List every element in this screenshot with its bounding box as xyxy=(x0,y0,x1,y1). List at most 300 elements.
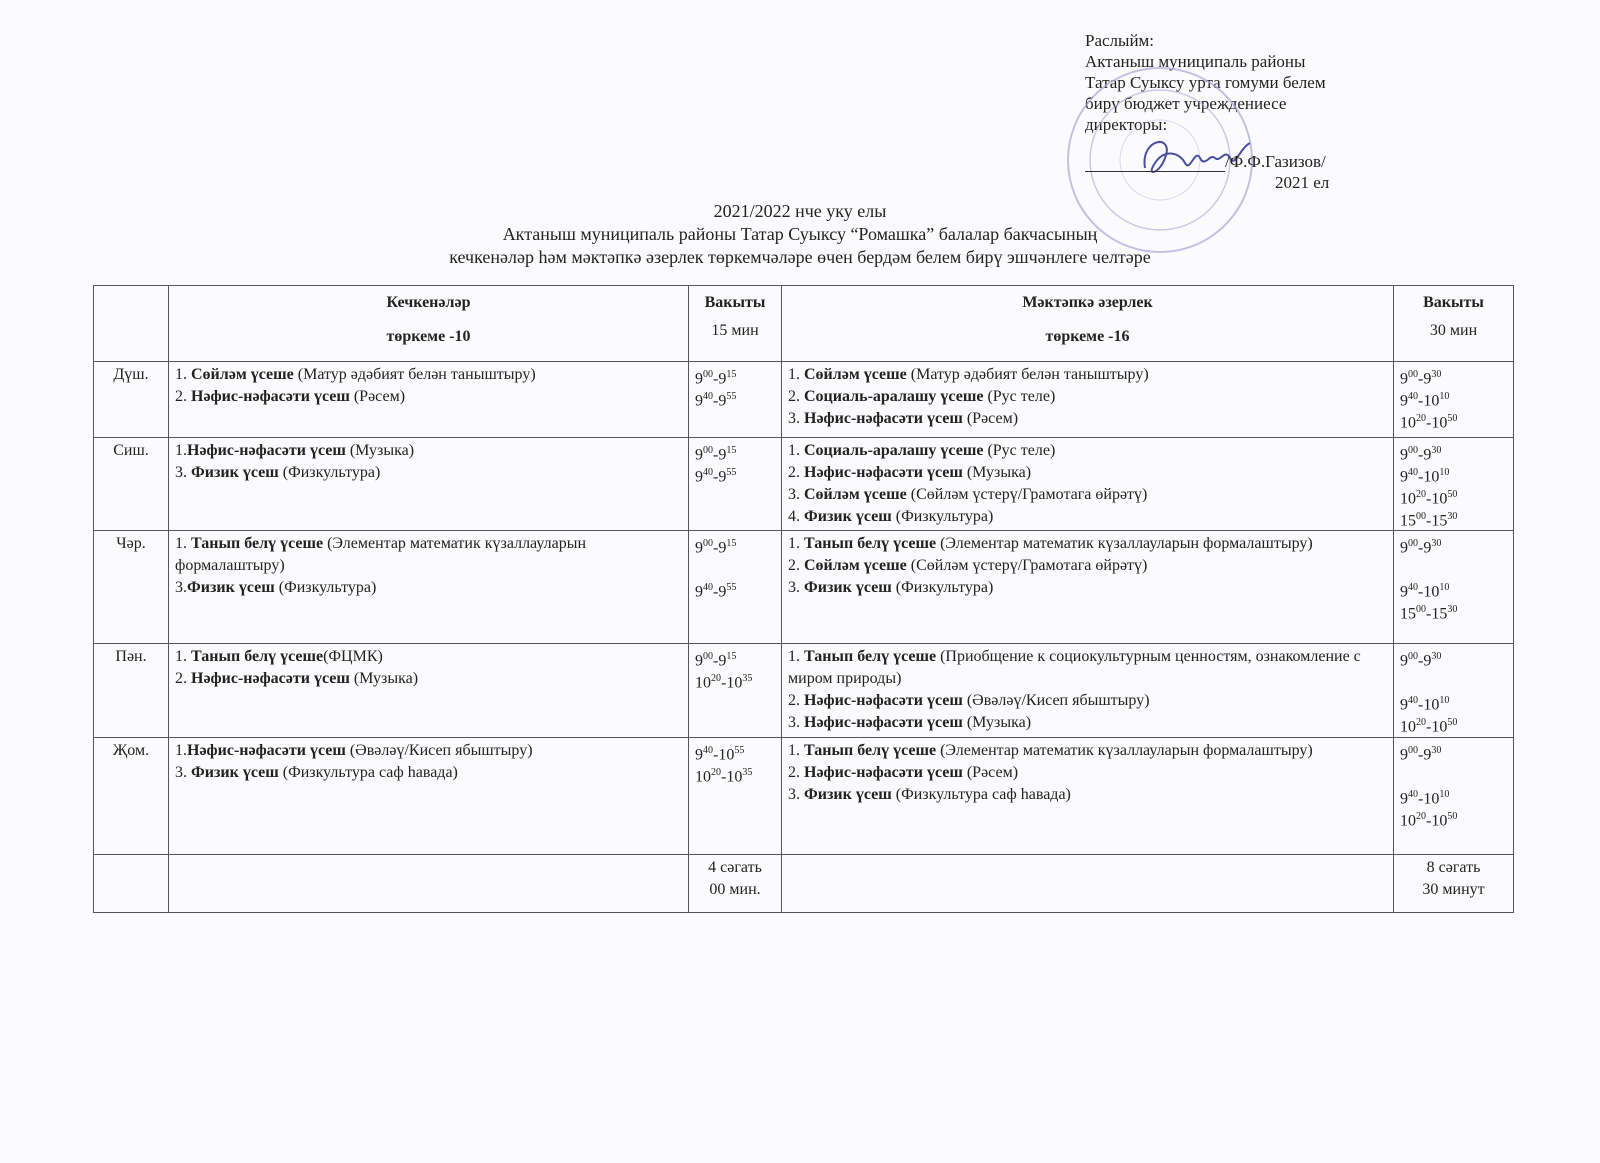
total-group1-min: 00 мин. xyxy=(709,881,761,898)
activity-subject: (ФЦМК) xyxy=(323,648,383,665)
activity-subject: (Физкультура) xyxy=(891,579,994,596)
table-row xyxy=(94,644,1514,738)
activity-subject: (Музыка) xyxy=(345,442,415,459)
time-hour: 9 xyxy=(695,392,703,410)
activity-item xyxy=(788,533,1387,555)
activity-item xyxy=(788,555,1387,577)
time-hour: 9 xyxy=(695,370,703,388)
time-minutes: 40 xyxy=(1408,391,1418,402)
group2-activities xyxy=(782,738,1394,855)
table-row xyxy=(94,362,1514,438)
page-title xyxy=(0,200,1600,269)
time-hour: 10 xyxy=(695,768,711,786)
time-hour: -9 xyxy=(713,446,727,464)
time-slot xyxy=(1400,599,1507,621)
activity-subject: (Музыка) xyxy=(349,670,419,687)
activity-subject: (Физкультура саф һавада) xyxy=(891,786,1071,803)
activity-item xyxy=(175,440,682,462)
time-slot xyxy=(1400,440,1507,462)
activity-area: Сөйләм үсеше xyxy=(804,557,907,574)
time-minutes: 00 xyxy=(1416,604,1426,615)
activity-subject: (Физкультура саф һавада) xyxy=(278,764,458,781)
time-slot xyxy=(695,646,775,668)
group2-times xyxy=(1394,531,1514,644)
activity-number: 3. xyxy=(175,464,191,481)
time-minutes: 10 xyxy=(1439,789,1450,800)
time-hour: 9 xyxy=(695,446,703,464)
time-hour: 9 xyxy=(695,746,703,764)
activity-item xyxy=(788,646,1387,690)
time-minutes: 35 xyxy=(742,673,753,684)
activity-number: 2. xyxy=(788,692,804,709)
time-slot xyxy=(695,440,775,462)
activity-item xyxy=(788,784,1387,806)
time-minutes: 30 xyxy=(1431,651,1442,662)
time-minutes: 50 xyxy=(1447,413,1458,424)
time-slot xyxy=(1400,577,1507,599)
activity-item xyxy=(175,533,682,577)
activity-number: 3. xyxy=(788,410,804,427)
activity-number: 2. xyxy=(788,388,804,405)
time-slot xyxy=(695,533,775,555)
time-minutes: 00 xyxy=(1408,445,1418,456)
approval-line: директоры: xyxy=(1085,115,1168,134)
activity-number: 1. xyxy=(175,442,187,459)
time-minutes: 30 xyxy=(1431,745,1442,756)
time-minutes: 00 xyxy=(703,538,713,549)
time-minutes: 15 xyxy=(726,445,737,456)
time-slot xyxy=(1400,668,1507,690)
time-minutes: 20 xyxy=(1416,413,1426,424)
time-minutes: 50 xyxy=(1447,717,1458,728)
activity-subject: (Сөйләм үстерү/Грамотага өйрәтү) xyxy=(906,557,1148,574)
activity-number: 1. xyxy=(788,535,804,552)
total-group1-hours: 4 сәгать xyxy=(708,859,762,876)
total-group2-min: 30 минут xyxy=(1422,881,1485,898)
table-header-row xyxy=(94,286,1514,362)
total-group2-hours: 8 сәгать xyxy=(1426,859,1481,876)
time-minutes: 00 xyxy=(703,445,713,456)
activity-item xyxy=(788,386,1387,408)
time-hour: -10 xyxy=(1418,790,1440,808)
activity-area: Социаль-аралашу үсеше xyxy=(804,388,984,405)
totals-empty xyxy=(782,855,1394,913)
activity-item xyxy=(788,762,1387,784)
totals-row xyxy=(94,855,1514,913)
title-line-3: кечкенәләр һәм мәктәпкә әзерлек төркемчәләре өчен бердәм белем бирү эшчәнлеге челтәре xyxy=(449,247,1151,267)
activity-item xyxy=(788,462,1387,484)
time-hour: 9 xyxy=(1400,696,1408,714)
time-hour: 10 xyxy=(695,674,711,692)
time-hour: -10 xyxy=(721,674,743,692)
activity-area: Нәфис-нәфасәти үсеш xyxy=(804,692,963,709)
activity-subject: (Рәсем) xyxy=(962,410,1019,427)
time-slot xyxy=(1400,712,1507,734)
day-cell: Сиш. xyxy=(94,438,169,531)
time-hour: 10 xyxy=(1400,718,1416,736)
time-hour: 10 xyxy=(1400,812,1416,830)
activity-item xyxy=(175,740,682,762)
header-group2 xyxy=(782,286,1394,362)
activity-number: 1. xyxy=(175,535,191,552)
time-minutes: 00 xyxy=(1408,538,1418,549)
time-minutes: 20 xyxy=(1416,811,1426,822)
activity-subject: (Музыка) xyxy=(962,714,1032,731)
time-slot xyxy=(695,762,775,784)
time-minutes: 40 xyxy=(703,582,713,593)
time-hour: -10 xyxy=(1426,414,1448,432)
activity-area: Социаль-аралашу үсеше xyxy=(804,442,984,459)
header-time2 xyxy=(1394,286,1514,362)
time-minutes: 40 xyxy=(1408,695,1418,706)
time-slot xyxy=(695,668,775,690)
activity-number: 1. xyxy=(175,742,187,759)
time-slot xyxy=(1400,690,1507,712)
group1-activities xyxy=(169,438,689,531)
approval-year: 2021 ел xyxy=(1275,173,1330,192)
time-minutes: 15 xyxy=(726,538,737,549)
activity-item xyxy=(175,386,682,408)
table-row xyxy=(94,531,1514,644)
time-minutes: 30 xyxy=(1431,445,1442,456)
time-slot xyxy=(1400,555,1507,577)
time-minutes: 40 xyxy=(703,467,713,478)
time-hour: -10 xyxy=(1418,468,1440,486)
total-group2 xyxy=(1394,855,1514,913)
time-hour: 9 xyxy=(1400,583,1408,601)
activity-area: Танып белү үсеше xyxy=(191,648,324,665)
time-hour: -10 xyxy=(1418,583,1440,601)
time-slot xyxy=(695,386,775,408)
approval-line: Раслыйм: xyxy=(1085,31,1155,50)
time-minutes: 20 xyxy=(1416,489,1426,500)
time-minutes: 50 xyxy=(1447,489,1458,500)
table-row xyxy=(94,738,1514,855)
totals-empty xyxy=(169,855,689,913)
time-minutes: 30 xyxy=(1447,604,1458,615)
activity-number: 3. xyxy=(175,764,191,781)
time-hour: -9 xyxy=(1418,746,1432,764)
time-hour: -15 xyxy=(1426,605,1448,623)
activity-number: 2. xyxy=(788,557,804,574)
activity-area: Физик үсеш xyxy=(187,579,275,596)
activity-subject: (Сөйләм үстерү/Грамотага өйрәтү) xyxy=(906,486,1148,503)
time-hour: -10 xyxy=(713,746,735,764)
time-slot xyxy=(1400,386,1507,408)
activity-item xyxy=(788,740,1387,762)
time-minutes: 55 xyxy=(726,391,737,402)
time-hour: 9 xyxy=(1400,746,1408,764)
time-slot xyxy=(1400,462,1507,484)
activity-item xyxy=(788,408,1387,430)
time-slot xyxy=(1400,762,1507,784)
time-hour: -9 xyxy=(713,583,727,601)
time-slot xyxy=(1400,533,1507,555)
header-group2-sub: төркеме -16 xyxy=(1045,328,1130,345)
approval-line: Актаныш муниципаль районы xyxy=(1085,52,1306,71)
time-minutes: 40 xyxy=(703,391,713,402)
time-hour: 9 xyxy=(1400,790,1408,808)
group1-times xyxy=(689,438,782,531)
activity-area: Нәфис-нәфасәти үсеш xyxy=(804,764,963,781)
time-minutes: 10 xyxy=(1439,695,1450,706)
time-hour: -10 xyxy=(1426,718,1448,736)
group1-activities xyxy=(169,644,689,738)
time-hour: -9 xyxy=(713,652,727,670)
time-minutes: 10 xyxy=(1439,467,1450,478)
time-slot xyxy=(1400,806,1507,828)
activity-item xyxy=(175,668,682,690)
time-slot xyxy=(1400,740,1507,762)
time-hour: -10 xyxy=(1418,392,1440,410)
time-minutes: 40 xyxy=(1408,582,1418,593)
activity-number: 1. xyxy=(788,366,804,383)
activity-subject: (Рус теле) xyxy=(983,442,1056,459)
activity-item xyxy=(788,364,1387,386)
time-minutes: 55 xyxy=(726,582,737,593)
activity-item xyxy=(788,440,1387,462)
time-hour: 10 xyxy=(1400,414,1416,432)
title-line-2: Актаныш муниципаль районы Татар Суыксу “Ромашка” балалар бакчасының xyxy=(502,224,1098,244)
time-minutes: 10 xyxy=(1439,582,1450,593)
time-hour: -9 xyxy=(713,539,727,557)
activity-area: Физик үсеш xyxy=(804,579,892,596)
header-time1-title: Вакыты xyxy=(704,294,766,311)
time-slot xyxy=(695,577,775,599)
time-minutes: 00 xyxy=(1408,745,1418,756)
activity-subject: (Элементар математик күзаллауларын формалаштыру) xyxy=(936,535,1313,552)
header-group1-sub: төркеме -10 xyxy=(386,328,471,345)
activity-subject: (Приобщение к социокультурным ценностям, ознакомление с миром природы) xyxy=(788,648,1361,687)
time-minutes: 40 xyxy=(703,745,713,756)
activity-area: Танып белү үсеше xyxy=(804,742,937,759)
time-minutes: 50 xyxy=(1447,811,1458,822)
time-hour: -10 xyxy=(1418,696,1440,714)
activity-number: 1. xyxy=(788,648,804,665)
activity-item xyxy=(788,577,1387,599)
group2-activities xyxy=(782,362,1394,438)
title-line-1: 2021/2022 нче уку елы xyxy=(713,201,887,221)
group2-times xyxy=(1394,738,1514,855)
time-hour: 9 xyxy=(695,468,703,486)
activity-item xyxy=(788,690,1387,712)
activity-number: 3. xyxy=(788,579,804,596)
group1-activities xyxy=(169,531,689,644)
activity-area: Танып белү үсеше xyxy=(804,648,937,665)
time-hour: 9 xyxy=(1400,446,1408,464)
total-group1 xyxy=(689,855,782,913)
signature-blank xyxy=(1085,154,1225,172)
activity-number: 1. xyxy=(788,742,804,759)
activity-number: 1. xyxy=(175,366,191,383)
activity-item xyxy=(788,484,1387,506)
time-minutes: 00 xyxy=(1416,511,1426,522)
time-slot xyxy=(1400,506,1507,528)
activity-area: Нәфис-нәфасәти үсеш xyxy=(191,670,350,687)
time-hour: -9 xyxy=(713,370,727,388)
group1-times xyxy=(689,531,782,644)
approval-line: Татар Суыксу урта гомуми белем xyxy=(1085,73,1326,92)
activity-area: Нәфис-нәфасәти үсеш xyxy=(191,388,350,405)
activity-item xyxy=(788,506,1387,528)
activity-number: 3. xyxy=(788,786,804,803)
activity-subject: (Рус теле) xyxy=(983,388,1056,405)
header-group1-title: Кечкенәләр xyxy=(386,294,471,311)
group2-activities xyxy=(782,644,1394,738)
header-time1 xyxy=(689,286,782,362)
activity-subject: (Музыка) xyxy=(962,464,1032,481)
activity-area: Сөйләм үсеше xyxy=(804,486,907,503)
day-cell: Дүш. xyxy=(94,362,169,438)
time-hour: -9 xyxy=(1418,539,1432,557)
activity-subject: (Әвәләү/Кисеп ябыштыру) xyxy=(962,692,1150,709)
header-time1-sub: 15 мин xyxy=(711,322,759,339)
activity-item xyxy=(788,712,1387,734)
activity-item xyxy=(175,364,682,386)
time-hour: 9 xyxy=(695,583,703,601)
activity-subject: (Рәсем) xyxy=(962,764,1019,781)
activity-subject: (Матур әдәбият белән таныштыру) xyxy=(293,366,536,383)
approval-line: бирү бюджет учреждениесе xyxy=(1085,94,1287,113)
activity-number: 3. xyxy=(175,579,187,596)
time-minutes: 40 xyxy=(1408,789,1418,800)
time-hour: 9 xyxy=(695,539,703,557)
activity-number: 2. xyxy=(788,464,804,481)
time-hour: 9 xyxy=(1400,539,1408,557)
time-hour: -15 xyxy=(1426,512,1448,530)
activity-number: 3. xyxy=(788,714,804,731)
time-hour: -10 xyxy=(721,768,743,786)
time-minutes: 00 xyxy=(703,651,713,662)
activity-area: Нәфис-нәфасәти үсеш xyxy=(804,410,963,427)
activity-subject: (Физкультура) xyxy=(278,464,381,481)
activity-area: Танып белү үсеше xyxy=(804,535,937,552)
time-slot xyxy=(1400,646,1507,668)
time-hour: 15 xyxy=(1400,512,1416,530)
group1-times xyxy=(689,738,782,855)
time-hour: -10 xyxy=(1426,490,1448,508)
header-time2-sub: 30 мин xyxy=(1429,322,1478,339)
time-slot xyxy=(1400,484,1507,506)
time-hour: 9 xyxy=(1400,652,1408,670)
schedule-table xyxy=(93,285,1514,913)
group1-times xyxy=(689,644,782,738)
time-minutes: 15 xyxy=(726,369,737,380)
signature-line xyxy=(1085,152,1330,172)
time-hour: 15 xyxy=(1400,605,1416,623)
activity-area: Танып белү үсеше xyxy=(191,535,324,552)
activity-number: 4. xyxy=(788,508,804,525)
header-group1 xyxy=(169,286,689,362)
activity-subject: (Матур әдәбият белән таныштыру) xyxy=(906,366,1149,383)
activity-area: Нәфис-нәфасәти үсеш xyxy=(187,442,346,459)
time-hour: 9 xyxy=(1400,370,1408,388)
group1-times xyxy=(689,362,782,438)
time-slot xyxy=(1400,784,1507,806)
totals-empty xyxy=(94,855,169,913)
activity-item xyxy=(175,762,682,784)
activity-area: Нәфис-нәфасәти үсеш xyxy=(187,742,346,759)
activity-number: 2. xyxy=(788,764,804,781)
time-hour: -9 xyxy=(1418,652,1432,670)
header-time2-title: Вакыты xyxy=(1423,294,1484,311)
time-hour: 9 xyxy=(695,652,703,670)
time-minutes: 30 xyxy=(1431,369,1442,380)
activity-number: 1. xyxy=(788,442,804,459)
activity-item xyxy=(175,462,682,484)
time-slot xyxy=(695,740,775,762)
time-hour: 9 xyxy=(1400,392,1408,410)
time-hour: -9 xyxy=(713,392,727,410)
time-slot xyxy=(1400,364,1507,386)
time-minutes: 55 xyxy=(734,745,745,756)
activity-area: Физик үсеш xyxy=(191,764,279,781)
time-minutes: 30 xyxy=(1447,511,1458,522)
time-slot xyxy=(1400,408,1507,430)
header-group2-title: Мәктәпкә әзерлек xyxy=(1022,294,1153,311)
day-cell: Җом. xyxy=(94,738,169,855)
time-hour: 10 xyxy=(1400,490,1416,508)
time-hour: -9 xyxy=(1418,370,1432,388)
activity-subject: (Физкультура) xyxy=(891,508,994,525)
time-minutes: 15 xyxy=(726,651,737,662)
time-minutes: 00 xyxy=(703,369,713,380)
activity-item xyxy=(175,646,682,668)
time-slot xyxy=(695,555,775,577)
header-day xyxy=(94,286,169,362)
signer-name: /Ф.Ф.Газизов/ xyxy=(1225,152,1326,171)
activity-area: Физик үсеш xyxy=(804,786,892,803)
activity-subject: (Элементар математик күзаллауларын формалаштыру) xyxy=(175,535,587,574)
table-row xyxy=(94,438,1514,531)
time-minutes: 20 xyxy=(711,767,721,778)
activity-subject: (Рәсем) xyxy=(349,388,406,405)
activity-area: Физик үсеш xyxy=(191,464,279,481)
activity-area: Сөйләм үсеше xyxy=(191,366,294,383)
day-cell: Чәр. xyxy=(94,531,169,644)
time-hour: -9 xyxy=(713,468,727,486)
time-minutes: 30 xyxy=(1431,538,1442,549)
time-minutes: 35 xyxy=(742,767,753,778)
time-hour: 9 xyxy=(1400,468,1408,486)
activity-number: 1. xyxy=(175,648,191,665)
time-slot xyxy=(695,364,775,386)
activity-subject: (Әвәләү/Кисеп ябыштыру) xyxy=(345,742,533,759)
group2-activities xyxy=(782,438,1394,531)
time-minutes: 10 xyxy=(1439,391,1450,402)
activity-item xyxy=(175,577,682,599)
time-minutes: 00 xyxy=(1408,369,1418,380)
time-minutes: 55 xyxy=(726,467,737,478)
activity-area: Нәфис-нәфасәти үсеш xyxy=(804,714,963,731)
activity-number: 3. xyxy=(788,486,804,503)
activity-number: 2. xyxy=(175,670,191,687)
day-cell: Пән. xyxy=(94,644,169,738)
group2-activities xyxy=(782,531,1394,644)
time-hour: -9 xyxy=(1418,446,1432,464)
activity-number: 2. xyxy=(175,388,191,405)
time-slot xyxy=(695,462,775,484)
group2-times xyxy=(1394,362,1514,438)
group1-activities xyxy=(169,362,689,438)
activity-subject: (Элементар математик күзаллауларын формалаштыру) xyxy=(936,742,1313,759)
activity-subject: (Физкультура) xyxy=(274,579,377,596)
group2-times xyxy=(1394,438,1514,531)
group2-times xyxy=(1394,644,1514,738)
time-minutes: 40 xyxy=(1408,467,1418,478)
time-hour: -10 xyxy=(1426,812,1448,830)
group1-activities xyxy=(169,738,689,855)
